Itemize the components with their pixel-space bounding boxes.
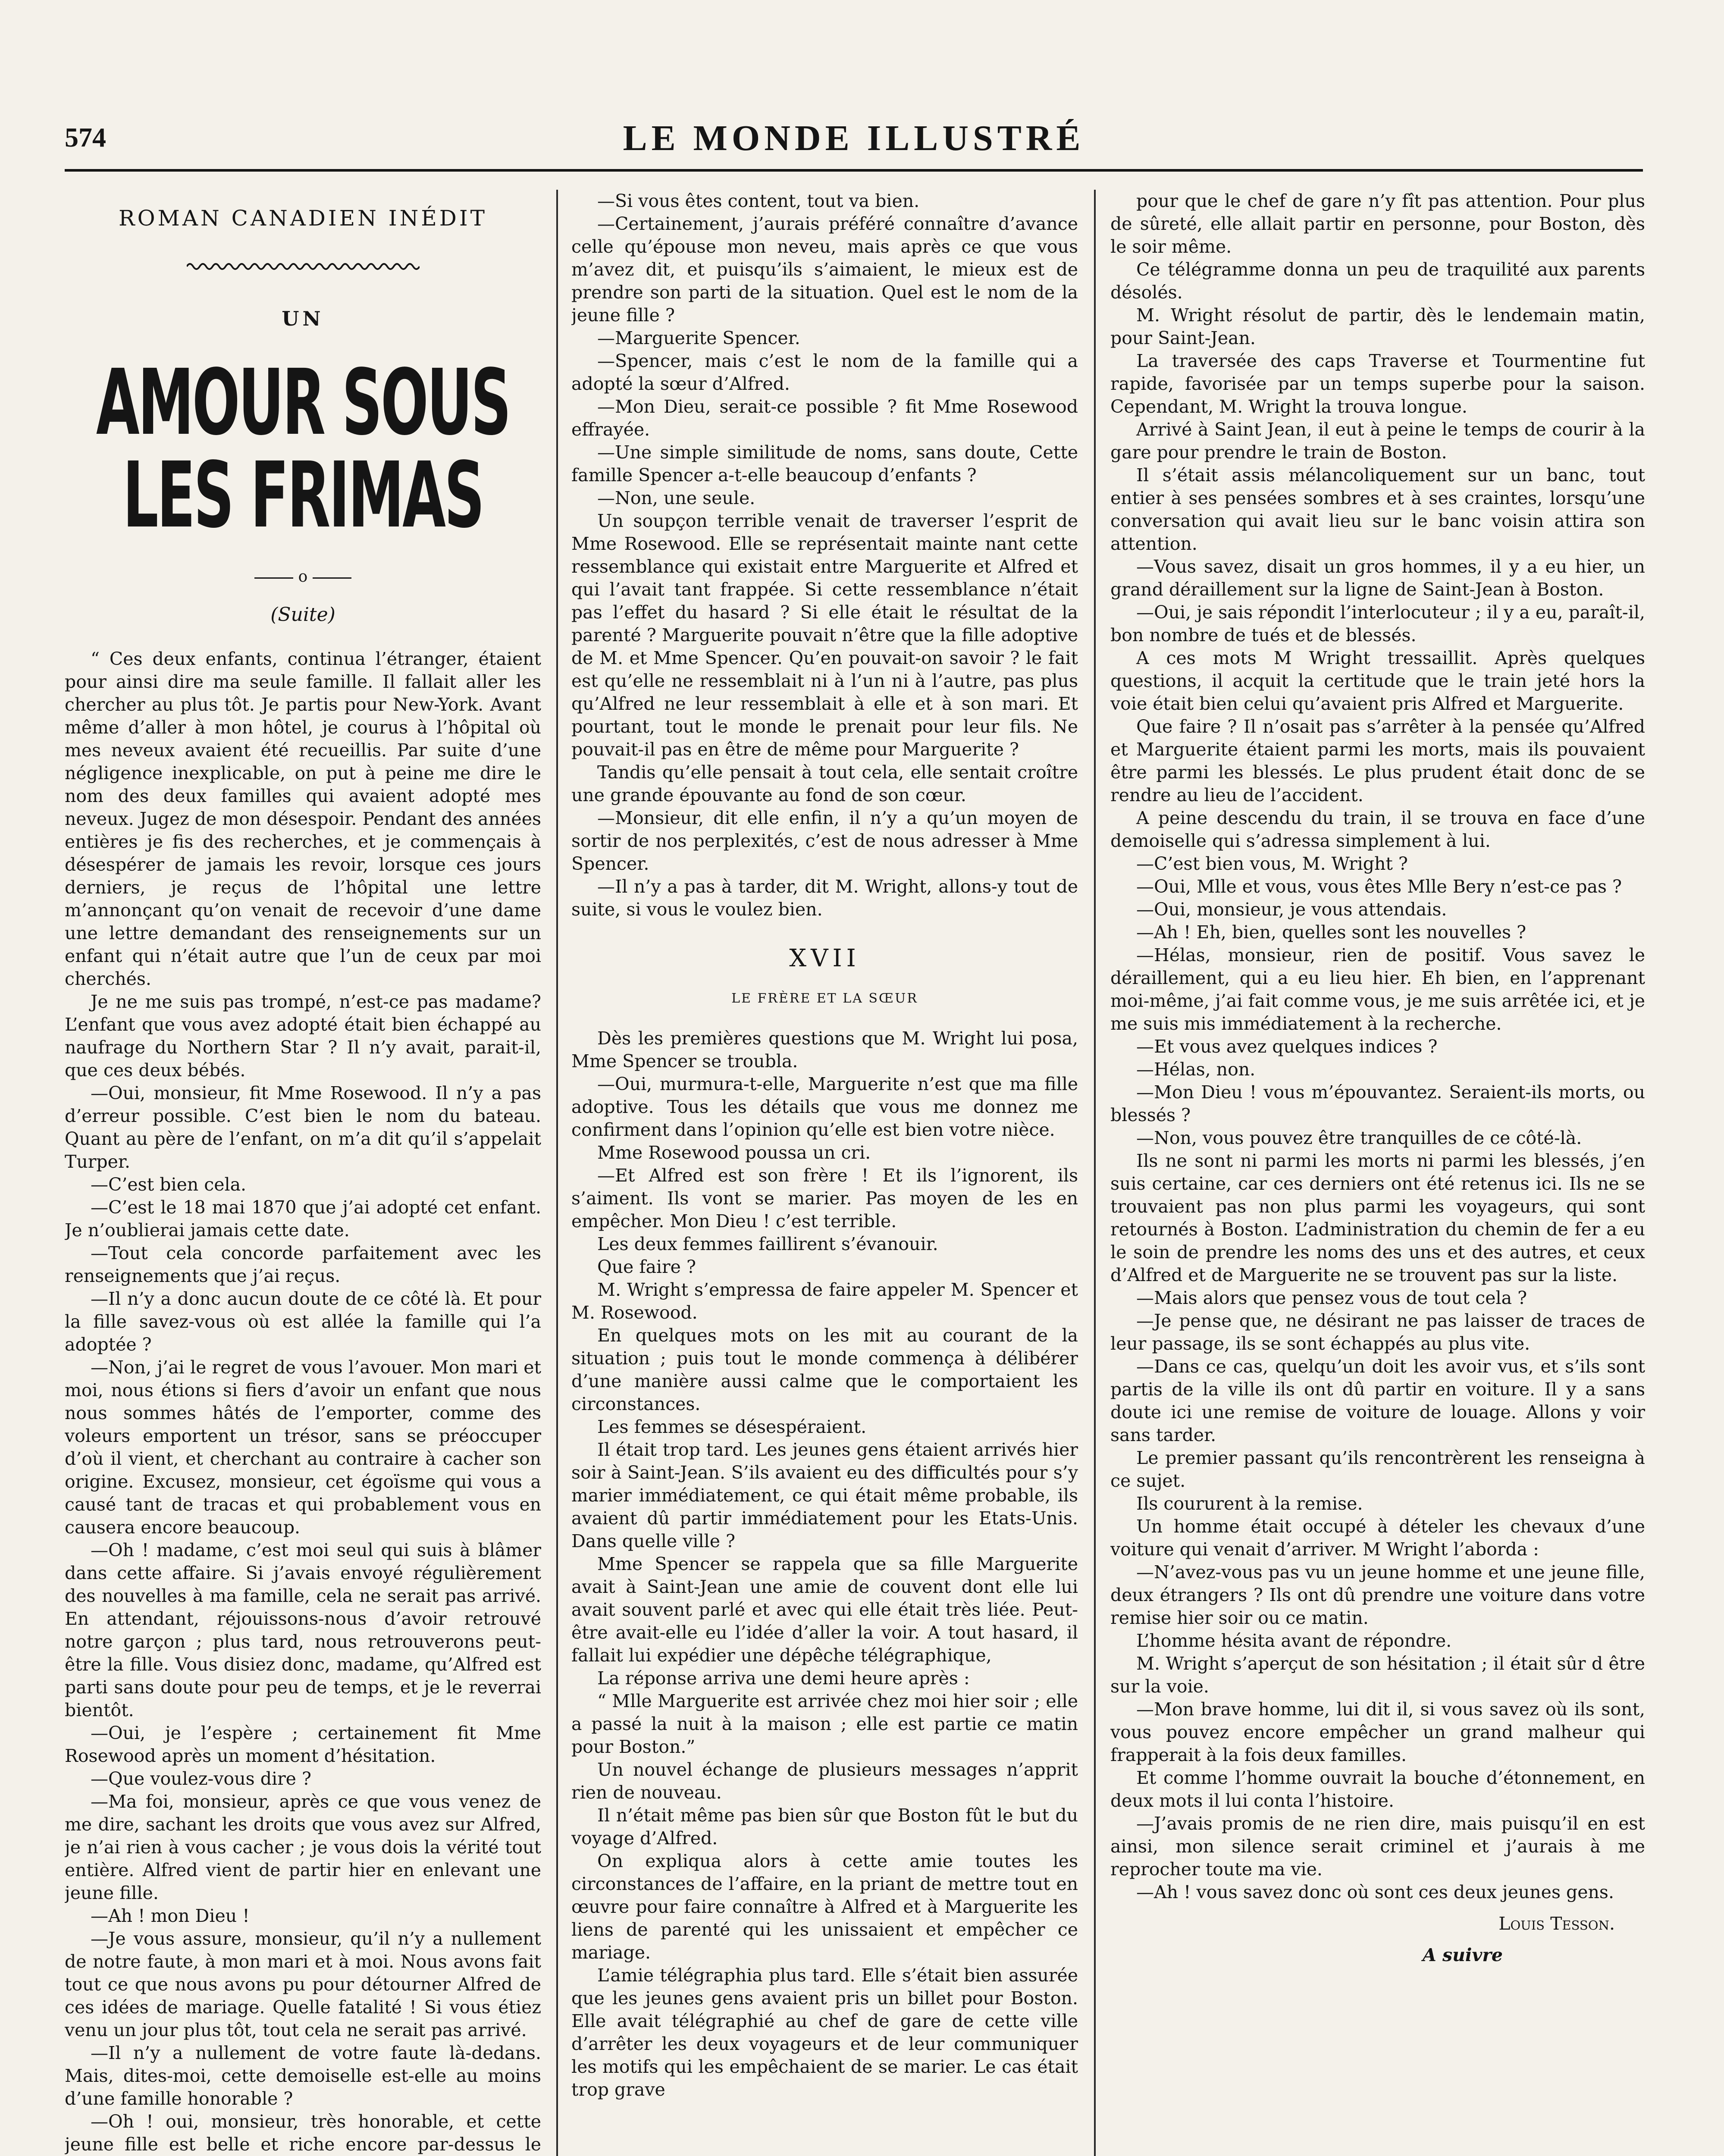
paragraph: pour que le chef de gare n’y fît pas attention. Pour plus de sûreté, elle allait partir en personne, pour Boston, dès le soir même. [1110,191,1645,257]
paragraph: —C’est bien cela. [91,1174,247,1195]
paragraph: —Mon Dieu, serait-ce possible ? fit Mme Rosewood effrayée. [571,396,1078,440]
paragraph: Et comme l’homme ouvrait la bouche d’étonnement, en deux mots il lui conta l’histoire. [1110,1767,1645,1811]
paragraph: —Certainement, j’aurais préféré connaître d’avance celle qu’épouse mon neveu, mais après ce que vous m’avez dit, et puisqu’ils s’aimaient, le mieux est de prendre son parti de la situation. Quel est le nom de la jeune fille ? [571,213,1078,326]
paragraph: A peine descendu du train, il se trouva en face d’une demoiselle qui s’adressa simplement à lui. [1110,808,1645,851]
paragraph: Il était trop tard. Les jeunes gens étaient arrivés hier soir à Saint-Jean. S’ils avaient eu des difficultés pour s’y marier immédiatement, ce qui était même probable, ils avaient dû partir immédiatement pour les Etats-Unis. Dans quelle ville ? [571,1439,1078,1551]
paragraph: —Oui, je l’espère ; certainement fit Mme Rosewood après un moment d’hésitation. [65,1723,541,1766]
paragraph: En quelques mots on les mit au courant de la situation ; puis tout le monde commença à délibérer d’une manière aussi calme que le comportaient les circonstances. [571,1325,1078,1414]
column-divider [556,190,558,2156]
paragraph: —Oh ! madame, c’est moi seul qui suis à blâmer dans cette affaire. Si j’avais envoyé régulièrement des nouvelles à ma famille, cela ne serait pas arrivé. En attendant, réjouissons-nous d’avoir retrouvé notre garçon ; plus tard, nous retrouverons peut-être la fille. Vous disiez donc, madame, qu’Alfred est parti sans doute pour peu de temps, et je le reverrai bientôt. [65,1540,541,1720]
paragraph: Que faire ? [597,1257,696,1277]
paragraph: “ Mlle Marguerite est arrivée chez moi hier soir ; elle a passé la nuit à la maison ; elle est partie ce matin pour Boston.” [571,1691,1078,1757]
paragraph: —Non, une seule. [597,488,755,508]
paragraph: —Et Alfred est son frère ! Et ils l’ignorent, ils s’aiment. Ils vont se marier. Pas moyen de les en empêcher. Mon Dieu ! c’est terrible. [571,1165,1078,1232]
paragraph: Un soupçon terrible venait de traverser l’esprit de Mme Rosewood. Elle se représentait mainte nant cette ressemblance qui existait entre Marguerite et Alfred et qui l’avait tant frappée. Si cette ressemblance n’était pas l’effet du hasard ? Si elle était le résultat de la parenté ? Marguerite pouvait n’être que la fille adoptive de M. et Mme Spencer. Qu’en pouvait-on savoir ? le fait est qu’elle ne ressemblait ni à l’un ni à l’autre, pas plus qu’Alfred ne leur ressemblait à elle et à son mari. Et pourtant, tout le monde le prenait pour leur fils. Ne pouvait-il pas en être de même pour Marguerite ? [571,511,1078,760]
paragraph: —Tout cela concorde parfaitement avec les renseignements que j’ai reçus. [65,1243,541,1286]
paragraph: La réponse arriva une demi heure après : [597,1668,970,1689]
paragraph: —Ma foi, monsieur, après ce que vous venez de me dire, sachant les droits que vous avez sur Alfred, je n’ai rien à vous cacher ; je vous dois la vérité tout entière. Alfred vient de partir hier en enlevant une jeune fille. [65,1791,541,1903]
paragraph: —Oui, monsieur, je vous attendais. [1136,899,1447,920]
column-2-text-a [571,190,1078,921]
paragraph: Dès les premières questions que M. Wright lui posa, Mme Spencer se troubla. [571,1028,1078,1072]
paragraph: M. Wright résolut de partir, dès le lendemain matin, pour Saint-Jean. [1110,305,1645,348]
chapter-title: LE FRÈRE ET LA SŒUR [731,991,918,1006]
paragraph: —Mais alors que pensez vous de tout cela ? [1136,1288,1527,1308]
article-word: UN [282,307,324,330]
paragraph: —Monsieur, dit elle enfin, il n’y a qu’un moyen de sortir de nos perplexités, c’est de nous adresser à Mme Spencer. [571,808,1078,874]
story-title: AMOUR SOUS LES FRIMAS [96,350,510,548]
paragraph: —Il n’y a nullement de votre faute là-dedans. Mais, dites-moi, cette demoiselle est-elle au moins d’une famille honorable ? [65,2043,541,2109]
paragraph: —C’est bien vous, M. Wright ? [1136,853,1408,874]
paragraph: Un homme était occupé à dételer les chevaux d’une voiture qui venait d’arriver. M Wright l’aborda : [1110,1516,1645,1560]
paragraph: —Non, j’ai le regret de vous l’avouer. Mon mari et moi, nous étions si fiers d’avoir un enfant que nous nous sommes hâtés de l’emporter, comme des voleurs emportent un trésor, sans se préoccuper d’où il vient, et cherchant au contraire à cacher son origine. Excusez, monsieur, cet égoïsme qui vous a causé tant de tracas et qui probablement vous en causera encore beaucoup. [65,1357,541,1538]
paragraph: —Je pense que, ne désirant ne pas laisser de traces de leur passage, ils se sont échappés au plus vite. [1110,1310,1645,1354]
paragraph: Les deux femmes faillirent s’évanouir. [597,1234,938,1254]
title-separator [65,565,541,588]
paragraph: —Non, vous pouvez être tranquilles de ce côté-là. [1136,1128,1582,1148]
paragraph: M. Wright s’aperçut de son hésitation ; il était sûr d être sur la voie. [1110,1653,1645,1697]
column-1-text [65,648,541,2156]
paragraph: —Marguerite Spencer. [597,328,800,348]
paragraph: Que faire ? Il n’osait pas s’arrêter à la pensée qu’Alfred et Marguerite étaient parmi les morts, mais ils pouvaient être parmi les blessés. Le plus prudent était donc de se rendre au lieu de l’accident. [1110,716,1645,805]
paragraph: Arrivé à Saint Jean, il eut à peine le temps de courir à la gare pour prendre le train de Boston. [1110,419,1645,463]
page-header [65,113,1643,172]
column-3-text [1110,190,1645,1904]
paragraph: —N’avez-vous pas vu un jeune homme et une jeune fille, deux étrangers ? Ils ont dû prendre une voiture dans votre remise hier soir ou ce matin. [1110,1562,1645,1628]
paragraph: —Oui, je sais répondit l’interlocuteur ; il y a eu, paraît-il, bon nombre de tués et de blessés. [1110,602,1645,646]
paragraph: —Ah ! Eh, bien, quelles sont les nouvelles ? [1136,922,1527,943]
paragraph: —Dans ce cas, quelqu’un doit les avoir vus, et s’ils sont partis de la ville ils ont dû partir en voiture. Il y a sans doute ici une remise de voiture de louage. Allons y voir sans tarder. [1110,1356,1645,1445]
paragraph: Ils coururent à la remise. [1136,1493,1363,1514]
paragraph: L’homme hésita avant de répondre. [1136,1630,1452,1651]
paragraph: —Hélas, monsieur, rien de positif. Vous savez le déraillement, qui a eu lieu hier. Eh bien, en l’apprenant moi-même, j’ai fait comme vous, je me suis arrêtée ici, et je me suis mis immédiatement à la recherche. [1110,945,1645,1034]
column-divider [1094,190,1096,2156]
paragraph: —Que voulez-vous dire ? [91,1768,311,1789]
paragraph: —Il n’y a donc aucun doute de ce côté là. Et pour la fille savez-vous où est allée la famille qui l’a adoptée ? [65,1288,541,1355]
paragraph: —Ah ! mon Dieu ! [91,1905,250,1926]
wavy-divider [187,260,420,273]
column-2-text-b [571,1027,1078,2101]
paragraph: —Spencer, mais c’est le nom de la famille qui a adopté la sœur d’Alfred. [571,351,1078,394]
paragraph: Il s’était assis mélancoliquement sur un banc, tout entier à ses pensées sombres et à ses craintes, lorsqu’une conversation qui avait lieu sur le banc voisin attira son attention. [1110,465,1645,554]
paragraph: —Mon Dieu ! vous m’épouvantez. Seraient-ils morts, ou blessés ? [1110,1082,1645,1125]
column-3 [1110,190,1645,2156]
paragraph: —Une simple similitude de noms, sans doute, Cette famille Spencer a-t-elle beaucoup d’enfants ? [571,442,1078,486]
paragraph: Je ne me suis pas trompé, n’est-ce pas madame? L’enfant que vous avez adopté était bien échappé au naufrage du Northern Star ? Il n’y avait, parait-il, que ces deux bébés. [65,991,541,1081]
paragraph: Ce télégramme donna un peu de traquilité aux parents désolés. [1110,259,1645,303]
paragraph: Ils ne sont ni parmi les morts ni parmi les blessés, j’en suis certaine, car ces derniers ont été retenus ici. Ils ne se trouvaient pas non plus parmi les voyageurs, qui sont retournés à Boston. L’administration du chemin de fer a eu le soin de prendre les noms des uns et des autres, et ceux d’Alfred et de Marguerite ne se trouvent pas sur la liste. [1110,1150,1645,1285]
paragraph: M. Wright s’empressa de faire appeler M. Spencer et M. Rosewood. [571,1279,1078,1323]
paragraph: —Oh ! oui, monsieur, très honorable, et cette jeune fille est belle et riche encore par-dessus le [65,2111,541,2155]
paragraph: On expliqua alors à cette amie toutes les circonstances de l’affaire, en la priant de mettre tout en œuvre pour faire connaître à Alfred et à Marguerite les liens de parenté qui les unissaient et empêcher ce mariage. [571,1851,1078,1963]
page-number: 574 [65,122,106,153]
paragraph: Mme Rosewood poussa un cri. [597,1142,871,1163]
paragraph: Les femmes se désespéraient. [597,1416,867,1437]
paragraph: Le premier passant qu’ils rencontrèrent les renseigna à ce sujet. [1110,1448,1645,1491]
chapter-number: XVII [789,944,860,972]
paragraph: —C’est le 18 mai 1870 que j’ai adopté cet enfant. Je n’oublierai jamais cette date. [65,1197,541,1241]
paragraph: —Hélas, non. [1136,1059,1256,1080]
paragraph: —Vous savez, disait un gros hommes, il y a eu hier, un grand déraillement sur la ligne de Saint-Jean à Boston. [1110,556,1645,600]
paragraph: —Mon brave homme, lui dit il, si vous savez où ils sont, vous pouvez encore empêcher un grand malheur qui frapperait à la fois deux familles. [1110,1699,1645,1765]
paragraph: Il n’était même pas bien sûr que Boston fût le but du voyage d’Alfred. [571,1805,1078,1849]
paragraph: —Il n’y a pas à tarder, dit M. Wright, allons-y tout de suite, si vous le voulez bien. [571,876,1078,920]
masthead-title: LE MONDE ILLUSTRÉ [623,118,1085,158]
to-be-continued: A suivre [1422,1945,1503,1965]
paragraph: —Oui, monsieur, fit Mme Rosewood. Il n’y a pas d’erreur possible. C’est bien le nom du bateau. Quant au père de l’enfant, on m’a dit qu’il s’appelait Turper. [65,1083,541,1172]
suite-label: (Suite) [270,604,335,626]
paragraph: Tandis qu’elle pensait à tout cela, elle sentait croître une grande épouvante au fond de son cœur. [571,762,1078,805]
paragraph: Mme Spencer se rappela que sa fille Marguerite avait à Saint-Jean une amie de couvent dont elle lui avait souvent parlé et avec qui elle était très liée. Peut-être avait-elle eu l’idée d’aller la voir. A tout hasard, il fallait lui expédier une dépêche télégraphique, [571,1554,1078,1666]
paragraph: “ Ces deux enfants, continua l’étranger, étaient pour ainsi dire ma seule famille. Il fallait aller les chercher au plus tôt. Je partis pour New-York. Avant même d’aller à mon hôtel, je courus à l’hôpital où mes neveux avaient été recueillis. Par suite d’une négligence inexplicable, on put à peine me dire le nom des deux familles qui avaient adopté mes neveux. Jugez de mon désespoir. Pendant des années entières je fis des recherches, et je commençais à désespérer de jamais les revoir, lorsque ces jours derniers, je reçus de l’hôpital une lettre m’annonçant qu’on venait de recevoir d’une dame une lettre demandant des renseignements sur un enfant qui n’était autre que l’un de ceux par moi cherchés. [65,649,541,989]
paragraph: —Oui, murmura-t-elle, Marguerite n’est que ma fille adoptive. Tous les détails que vous me donnez me confirment dans l’opinion qu’elle est bien votre nièce. [571,1074,1078,1140]
separator-mark: o [298,568,308,586]
author-signature: Louis Tesson. [1498,1913,1615,1934]
paragraph: —Oui, Mlle et vous, vous êtes Mlle Bery n’est-ce pas ? [1136,876,1622,897]
paragraph: L’amie télégraphia plus tard. Elle s’était bien assurée que les jeunes gens avaient pris un billet pour Boston. Elle avait télégraphié au chef de gare de cette ville d’arrêter les deux voyageurs et de leur communiquer les motifs qui les empêchaient de se marier. Le cas était trop grave [571,1965,1078,2100]
paragraph: —J’avais promis de ne rien dire, mais puisqu’il en est ainsi, mon silence serait criminel et j’aurais à me reprocher toute ma vie. [1110,1813,1645,1880]
paragraph: Un nouvel échange de plusieurs messages n’apprit rien de nouveau. [571,1759,1078,1803]
paragraph: —Si vous êtes content, tout va bien. [597,191,920,211]
column-2 [571,190,1078,2156]
series-label: ROMAN CANADIEN INÉDIT [119,206,487,231]
paragraph: A ces mots M Wright tressaillit. Après quelques questions, il acquit la certitude que le train jeté hors la voie était bien celui qu’avaient pris Alfred et Marguerite. [1110,648,1645,714]
paragraph: La traversée des caps Traverse et Tourmentine fut rapide, favorisée par un temps superbe pour la saison. Cependant, M. Wright la trouva longue. [1110,351,1645,417]
paragraph: —Et vous avez quelques indices ? [1136,1036,1438,1057]
paragraph: —Ah ! vous savez donc où sont ces deux jeunes gens. [1136,1882,1614,1902]
column-1 [65,190,541,2156]
paragraph: —Je vous assure, monsieur, qu’il n’y a nullement de notre faute, à mon mari et à moi. Nous avons fait tout ce que nous avons pu pour détourner Alfred de ces idées de mariage. Quelle fatalité ! Si vous étiez venu un jour plus tôt, tout cela ne serait pas arrivé. [65,1928,541,2040]
